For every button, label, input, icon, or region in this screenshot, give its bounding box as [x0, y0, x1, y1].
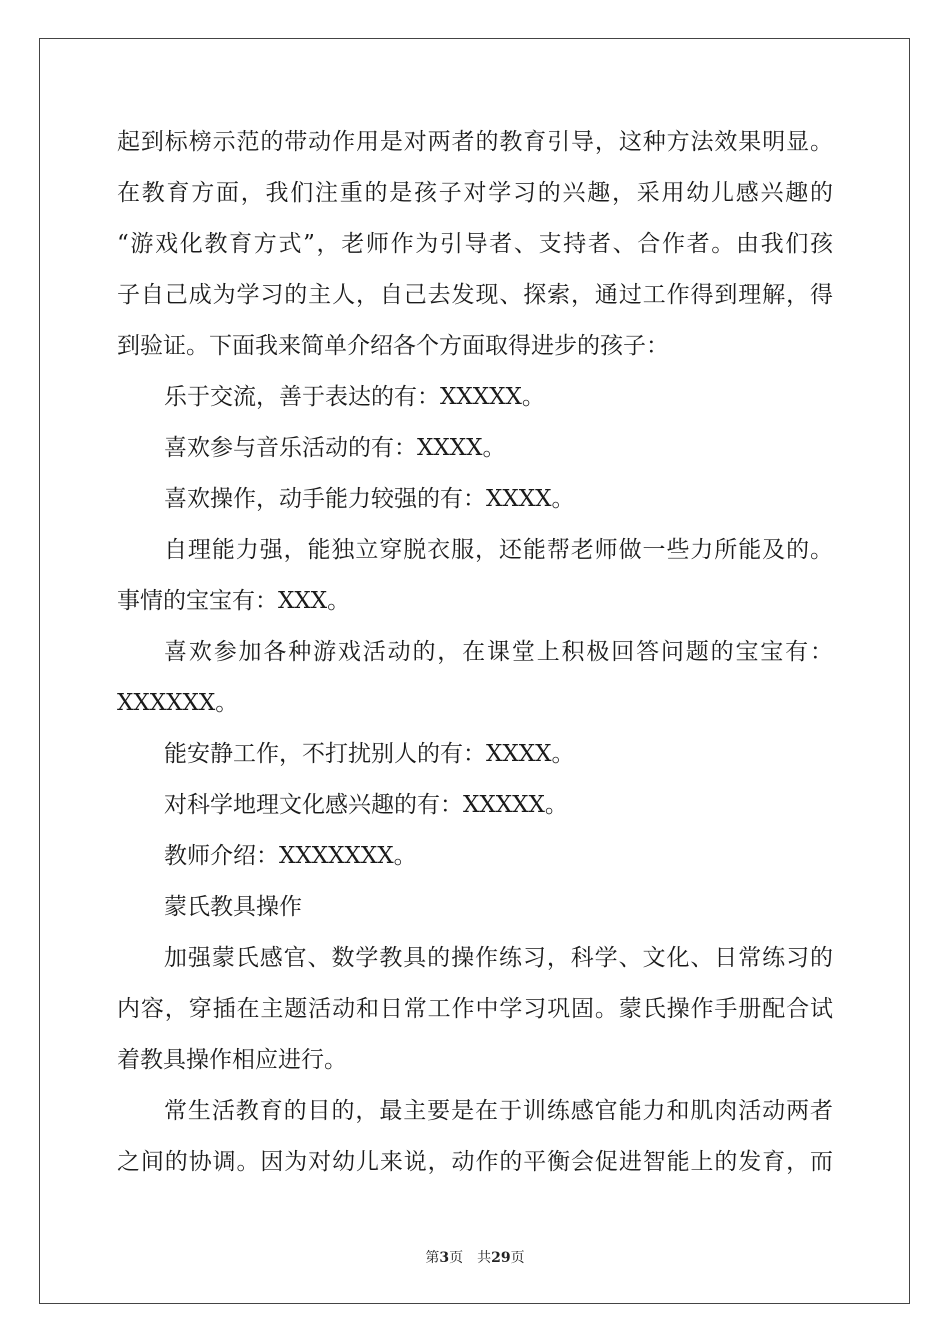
paragraph-line: 对科学地理文化感兴趣的有：XXXXX。	[164, 792, 568, 818]
total-pages: 29	[491, 1250, 511, 1266]
paragraph-line: 喜欢参与音乐活动的有：XXXX。	[164, 435, 506, 461]
page-prefix: 第	[425, 1250, 440, 1266]
page-footer	[0, 1247, 950, 1267]
paragraph-line: 着教具操作相应进行。	[117, 1047, 347, 1073]
paragraph-line: 内容，穿插在主题活动和日常工作中学习巩固。蒙氏操作手册配合试	[117, 996, 833, 1022]
paragraph-line: XXXXXX。	[117, 690, 239, 716]
paragraph-line: 子自己成为学习的主人，自己去发现、探索，通过工作得到理解，得	[117, 282, 833, 308]
paragraph-line: 到验证。下面我来简单介绍各个方面取得进步的孩子：	[117, 333, 669, 359]
paragraph-line: 起到标榜示范的带动作用是对两者的教育引导，这种方法效果明显。	[117, 129, 833, 155]
paragraph-line: 自理能力强，能独立穿脱衣服，还能帮老师做一些力所能及的。	[164, 537, 833, 563]
paragraph-line: 教师介绍：XXXXXXX。	[164, 843, 417, 869]
paragraph-line: 常生活教育的目的，最主要是在于训练感官能力和肌肉活动两者	[164, 1098, 833, 1124]
paragraph-line: 加强蒙氏感官、数学教具的操作练习，科学、文化、日常练习的	[164, 945, 833, 971]
page-suffix: 页	[449, 1250, 464, 1266]
paragraph-line: 在教育方面，我们注重的是孩子对学习的兴趣，采用幼儿感兴趣的	[117, 180, 833, 206]
section-heading: 蒙氏教具操作	[164, 894, 302, 920]
paragraph-line: “游戏化教育方式”，老师作为引导者、支持者、合作者。由我们孩	[117, 231, 833, 257]
paragraph-line: 喜欢参加各种游戏活动的，在课堂上积极回答问题的宝宝有：	[164, 639, 833, 665]
total-suffix: 页	[510, 1250, 525, 1266]
total-prefix: 共	[477, 1250, 492, 1266]
paragraph-line: 乐于交流，善于表达的有：XXXXX。	[164, 384, 545, 410]
paragraph-line: 事情的宝宝有：XXX。	[117, 588, 351, 614]
page-number: 3	[439, 1250, 450, 1266]
paragraph-line: 之间的协调。因为对幼儿来说，动作的平衡会促进智能上的发育，而	[117, 1149, 833, 1175]
paragraph-line: 能安静工作，不打扰别人的有：XXXX。	[164, 741, 575, 767]
paragraph-line: 喜欢操作，动手能力较强的有：XXXX。	[164, 486, 575, 512]
